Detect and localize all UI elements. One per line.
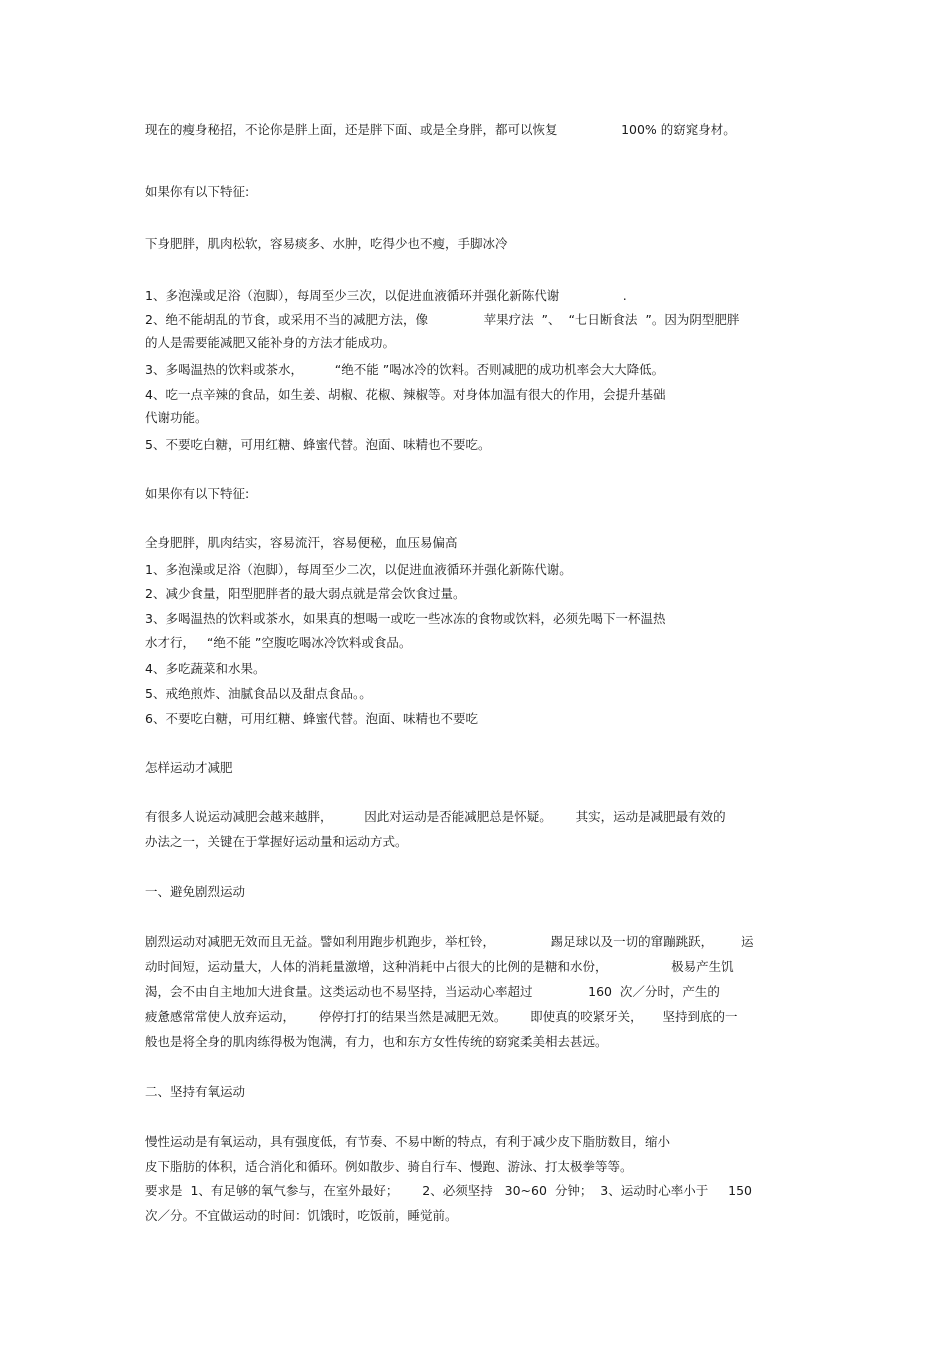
list-item: 4、吃一点辛辣的食品，如生姜、胡椒、花椒、辣椒等。对身体加温有很大的作用，会提升基础 bbox=[145, 387, 666, 402]
paragraph-line: 剧烈运动对减肥无效而且无益。譬如利用跑步机跑步，举杠铃， 踢足球以及一切的窜蹦跳跃， 运 bbox=[145, 934, 754, 949]
section-heading: 二、坚持有氧运动 bbox=[145, 1084, 246, 1099]
paragraph-line: 皮下脂肪的体积，适合消化和循环。例如散步、骑自行车、慢跑、游泳、打太极拳等等。 bbox=[145, 1159, 633, 1174]
section-heading: 怎样运动才减肥 bbox=[145, 760, 233, 775]
paragraph-line: 办法之一，关键在于掌握好运动量和运动方式。 bbox=[145, 834, 408, 849]
list-item: 1、多泡澡或足浴（泡脚），每周至少二次，以促进血液循环并强化新陈代谢。 bbox=[145, 562, 572, 577]
paragraph-line: 要求是 1、有足够的氧气参与，在室外最好； 2、必须坚持 30~60 分钟； 3、运动时心率小于 150 bbox=[145, 1183, 752, 1198]
paragraph-line: 次／分。不宜做运动的时间：饥饿时，吃饭前，睡觉前。 bbox=[145, 1208, 458, 1223]
list-item: 4、多吃蔬菜和水果。 bbox=[145, 661, 266, 676]
list-item: 2、减少食量，阳型肥胖者的最大弱点就是常会饮食过量。 bbox=[145, 586, 466, 601]
list-item: 5、不要吃白糖，可用红糖、蜂蜜代替。泡面、味精也不要吃。 bbox=[145, 437, 491, 452]
list-item-continued: 代谢功能。 bbox=[145, 410, 208, 425]
list-item: 6、不要吃白糖，可用红糖、蜂蜜代替。泡面、味精也不要吃 bbox=[145, 711, 478, 726]
list-item-continued: 水才行， “绝不能 ”空腹吃喝冰冷饮料或食品。 bbox=[145, 635, 412, 650]
symptom-line: 全身肥胖，肌肉结实，容易流汗，容易便秘，血压易偏高 bbox=[145, 535, 458, 550]
intro-line: 现在的瘦身秘招，不论你是胖上面，还是胖下面、或是全身胖，都可以恢复 100% 的窈窕身材。 bbox=[145, 122, 736, 137]
paragraph-line: 有很多人说运动减肥会越来越胖， 因此对运动是否能减肥总是怀疑。 其实，运动是减肥最有效的 bbox=[145, 809, 726, 824]
symptom-line: 下身肥胖，肌肉松软，容易痰多、水肿，吃得少也不瘦，手脚冰冷 bbox=[145, 236, 508, 251]
list-item: 3、多喝温热的饮料或茶水，如果真的想喝一或吃一些冰冻的食物或饮料，必须先喝下一杯温热 bbox=[145, 611, 666, 626]
list-item: 2、绝不能胡乱的节食，或采用不当的减肥方法，像 苹果疗法 ”、 “七日断食法 ”。因为阴型肥胖 bbox=[145, 312, 740, 327]
paragraph-line: 慢性运动是有氧运动，具有强度低，有节奏、不易中断的特点，有利于减少皮下脂肪数目，缩小 bbox=[145, 1134, 671, 1149]
section-heading: 如果你有以下特征: bbox=[145, 486, 250, 501]
list-item: 5、戒绝煎炸、油腻食品以及甜点食品。。 bbox=[145, 686, 372, 701]
paragraph-line: 动时间短，运动量大，人体的消耗量激增，这种消耗中占很大的比例的是糖和水份， 极易产生饥 bbox=[145, 959, 734, 974]
list-item: 1、多泡澡或足浴（泡脚），每周至少三次，以促进血液循环并强化新陈代谢 . bbox=[145, 288, 627, 303]
paragraph-line: 渴，会不由自主地加大进食量。这类运动也不易坚持，当运动心率超过 160 次／分时，产生的 bbox=[145, 984, 720, 999]
paragraph-line: 般也是将全身的肌肉练得极为饱满，有力，也和东方女性传统的窈窕柔美相去甚远。 bbox=[145, 1034, 608, 1049]
section-heading: 一、避免剧烈运动 bbox=[145, 884, 246, 899]
section-heading: 如果你有以下特征: bbox=[145, 184, 250, 199]
list-item: 3、多喝温热的饮料或茶水， “绝不能 ”喝冰冷的饮料。否则减肥的成功机率会大大降低。 bbox=[145, 362, 665, 377]
list-item-continued: 的人是需要能减肥又能补身的方法才能成功。 bbox=[145, 335, 396, 350]
paragraph-line: 疲惫感常常使人放弃运动， 停停打打的结果当然是减肥无效。 即使真的咬紧牙关， 坚持到底的一 bbox=[145, 1009, 738, 1024]
